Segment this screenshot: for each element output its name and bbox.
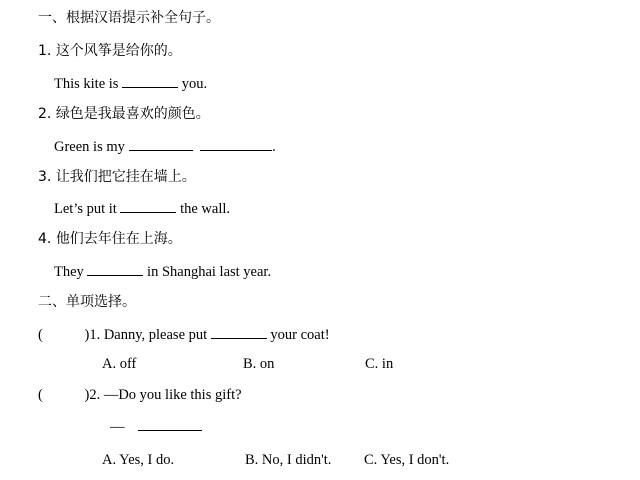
answer-blank[interactable] <box>200 138 272 151</box>
english-text-before: This kite is <box>54 76 119 92</box>
q2-option-a[interactable]: A. Yes, I do. <box>102 452 175 468</box>
answer-blank[interactable] <box>122 75 178 88</box>
q1-option-b[interactable]: B. on <box>243 356 275 372</box>
section-2-heading: 二、单项选择。 <box>38 294 136 310</box>
english-text-before: Green is my <box>54 139 125 155</box>
item-1-english <box>54 75 207 93</box>
item-number: 1. <box>38 43 52 59</box>
chinese-prompt: 绿色是我最喜欢的颜色。 <box>55 106 210 122</box>
english-text-after: you. <box>181 76 208 92</box>
english-text-after: . <box>272 139 276 155</box>
answer-blank[interactable] <box>211 326 267 339</box>
chinese-prompt: 这个风筝是给你的。 <box>55 43 182 59</box>
item-number: 4. <box>38 231 52 247</box>
question-number: 1. <box>89 327 101 343</box>
answer-blank[interactable] <box>129 138 193 151</box>
answer-blank[interactable] <box>138 418 202 431</box>
item-number: 3. <box>38 169 52 185</box>
english-text-after: in Shanghai last year. <box>147 264 272 280</box>
item-1-chinese <box>38 42 182 60</box>
item-4-english <box>54 263 271 281</box>
answer-blank[interactable] <box>87 263 143 276</box>
answer-blank[interactable] <box>120 200 176 213</box>
item-number: 2. <box>38 106 52 122</box>
question-text-after: your coat! <box>270 327 330 343</box>
english-text-before: Let’s put it <box>54 201 117 217</box>
dialogue-dash: — <box>103 387 119 403</box>
question-text: Do you like this gift? <box>118 387 242 403</box>
item-3-chinese <box>38 168 196 186</box>
question-text-before: Danny, please put <box>103 327 208 343</box>
answer-paren-open: ( <box>38 387 43 403</box>
chinese-prompt: 让我们把它挂在墙上。 <box>55 169 196 185</box>
section-1-heading: 一、根据汉语提示补全句子。 <box>38 10 220 26</box>
question-2 <box>38 386 242 404</box>
answer-paren-close: ) <box>84 387 90 403</box>
chinese-prompt: 他们去年住在上海。 <box>55 231 182 247</box>
q1-option-a[interactable]: A. off <box>102 356 137 372</box>
answer-paren-open: ( <box>38 327 43 343</box>
answer-paren-close: ) <box>84 327 90 343</box>
question-number: 2. <box>89 387 101 403</box>
q1-option-c[interactable]: C. in <box>365 356 394 372</box>
q2-option-b[interactable]: B. No, I didn't. <box>245 452 332 468</box>
english-text-after: the wall. <box>180 201 231 217</box>
question-1 <box>38 326 330 344</box>
reply-dash: — <box>110 419 125 435</box>
item-2-english <box>54 138 276 156</box>
q2-option-c[interactable]: C. Yes, I don't. <box>364 452 450 468</box>
q2-reply-line <box>110 418 202 436</box>
item-3-english <box>54 200 230 218</box>
item-4-chinese <box>38 230 182 248</box>
english-text-before: They <box>54 264 84 280</box>
item-2-chinese <box>38 105 210 123</box>
